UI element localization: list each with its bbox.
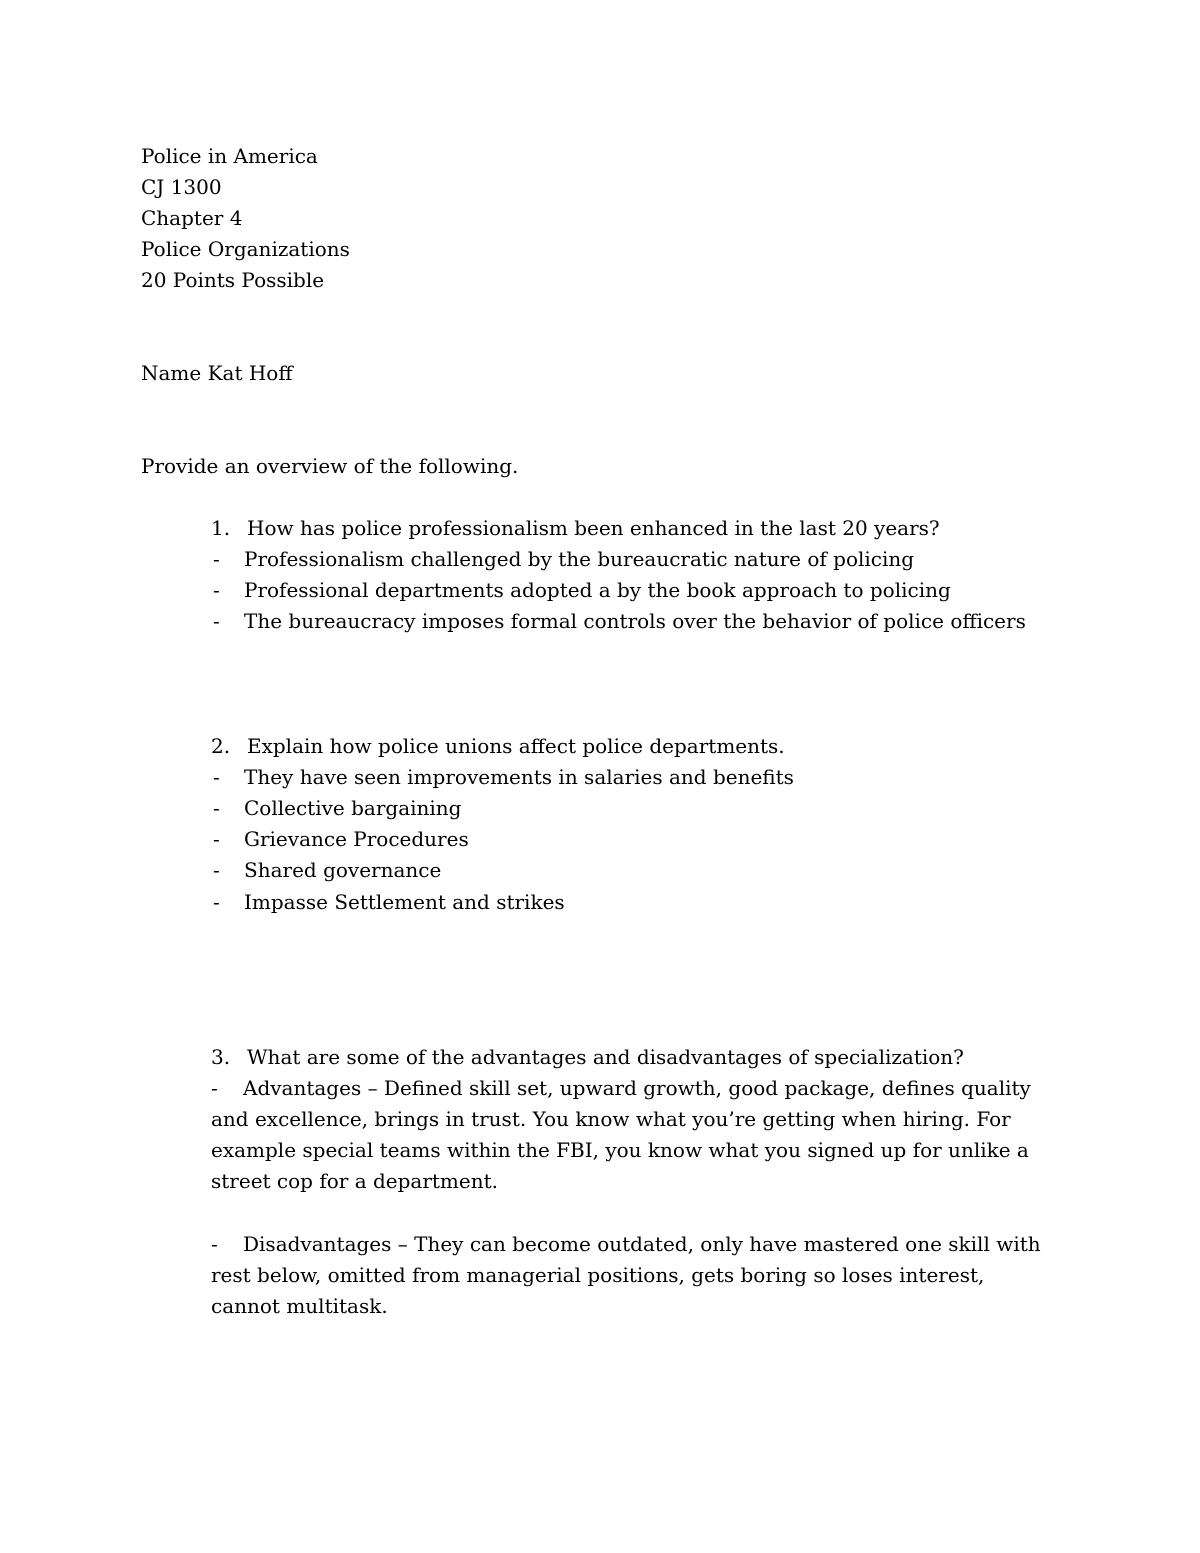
answer-paragraph-advantages bbox=[211, 1073, 1051, 1197]
paragraph-text: Advantages – Defined skill set, upward growth, good package, defines quality and excellence, brings in trust. You know what you’re getting when hiring. For example special teams within the FBI, you know what you signed up for unlike a street cop for a department. bbox=[211, 1076, 1031, 1193]
chapter-label: Chapter 4 bbox=[141, 206, 243, 230]
paragraph-text: Disadvantages – They can become outdated, only have mastered one skill with rest below, omitted from managerial positions, gets boring so loses interest, cannot multitask. bbox=[211, 1232, 1041, 1318]
question-text: Explain how police unions affect police departments. bbox=[247, 734, 785, 758]
bullet-item: Professional departments adopted a by the book approach to policing bbox=[244, 578, 951, 602]
course-code: CJ 1300 bbox=[141, 175, 222, 199]
bullet-item: Shared governance bbox=[244, 858, 442, 882]
question-text: What are some of the advantages and disadvantages of specialization? bbox=[247, 1045, 964, 1069]
question-number: 3. bbox=[211, 1045, 231, 1069]
bullet-dash: - bbox=[211, 1232, 218, 1256]
bullet-dash: - bbox=[213, 578, 220, 602]
bullet-dash: - bbox=[213, 796, 220, 820]
question-text: How has police professionalism been enhanced in the last 20 years? bbox=[247, 516, 940, 540]
bullet-dash: - bbox=[211, 1076, 218, 1100]
bullet-item: Professionalism challenged by the bureaucratic nature of policing bbox=[244, 547, 915, 571]
topic-label: Police Organizations bbox=[141, 237, 350, 261]
bullet-item: Collective bargaining bbox=[244, 796, 462, 820]
bullet-dash: - bbox=[213, 858, 220, 882]
bullet-item: The bureaucracy imposes formal controls over the behavior of police officers bbox=[244, 609, 1026, 633]
question-number: 2. bbox=[211, 734, 231, 758]
bullet-dash: - bbox=[213, 890, 220, 914]
bullet-item: Grievance Procedures bbox=[244, 827, 469, 851]
bullet-item: They have seen improvements in salaries and benefits bbox=[244, 765, 794, 789]
bullet-dash: - bbox=[213, 547, 220, 571]
course-title: Police in America bbox=[141, 144, 318, 168]
bullet-dash: - bbox=[213, 827, 220, 851]
answer-paragraph-disadvantages bbox=[211, 1229, 1051, 1322]
question-number: 1. bbox=[211, 516, 231, 540]
bullet-dash: - bbox=[213, 765, 220, 789]
instructions: Provide an overview of the following. bbox=[141, 454, 519, 478]
points-label: 20 Points Possible bbox=[141, 268, 325, 292]
bullet-item: Impasse Settlement and strikes bbox=[244, 890, 565, 914]
student-name: Name Kat Hoff bbox=[141, 361, 293, 385]
bullet-dash: - bbox=[213, 609, 220, 633]
